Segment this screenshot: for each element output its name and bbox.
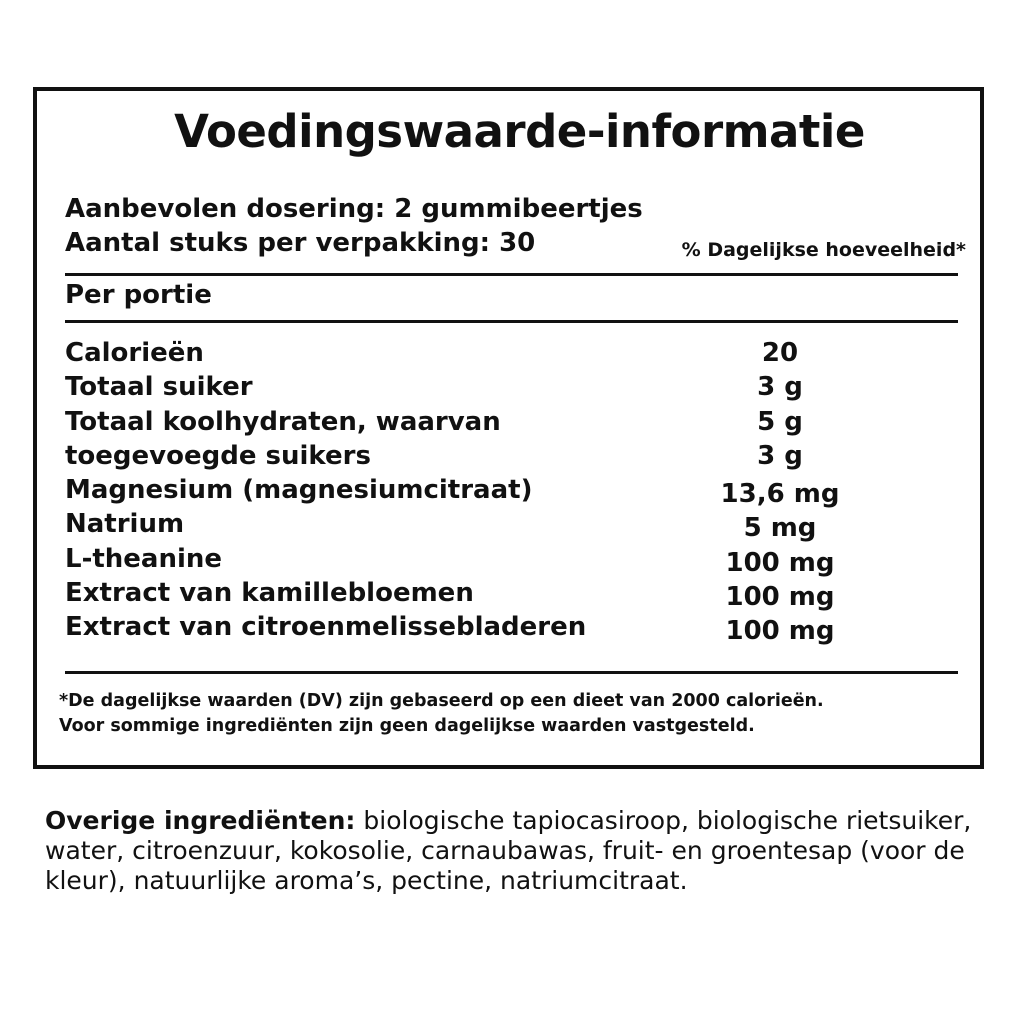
nutrient-name: Natrium bbox=[65, 509, 185, 540]
nutrient-row bbox=[65, 407, 958, 441]
nutrient-row bbox=[65, 372, 958, 406]
per-portion-label: Per portie bbox=[65, 280, 212, 310]
nutrient-amount: 13,6 mg bbox=[720, 479, 840, 510]
nutrient-row bbox=[65, 441, 958, 475]
nutrient-rows bbox=[65, 338, 958, 647]
nutrient-name: Totaal suiker bbox=[65, 372, 253, 403]
nutrient-row bbox=[65, 338, 958, 372]
daily-value-footnote bbox=[59, 689, 824, 739]
ingredients-text: biologische tapiocasiroop, biologische rietsuiker, water, citroenzuur, kokosolie, carnaubawas, fruit- en groentesap (voor de kleur), natuurlijke aroma’s, pectine, natriumcitraat. bbox=[45, 806, 972, 895]
nutrient-name: Extract van citroenmelissebladeren bbox=[65, 612, 587, 643]
nutrient-name: Extract van kamillebloemen bbox=[65, 578, 474, 609]
nutrient-amount: 5 g bbox=[757, 406, 803, 437]
nutrient-name: L-theanine bbox=[65, 543, 223, 574]
nutrient-row bbox=[65, 612, 958, 646]
nutrient-name: toegevoegde suikers bbox=[65, 440, 371, 471]
nutrient-amount: 5 mg bbox=[743, 513, 817, 544]
nutrient-amount: 3 g bbox=[757, 440, 803, 471]
other-ingredients bbox=[45, 806, 975, 896]
divider-top bbox=[65, 273, 958, 276]
nutrient-amount: 100 mg bbox=[725, 547, 835, 578]
serving-size: Aanbevolen dosering: 2 gummibeertjes bbox=[65, 194, 643, 224]
nutrient-name: Totaal koolhydraten, waarvan bbox=[65, 406, 501, 437]
servings-per-container: Aantal stuks per verpakking: 30 bbox=[65, 228, 536, 258]
nutrient-row bbox=[65, 509, 958, 543]
nutrient-amount: 100 mg bbox=[725, 582, 835, 613]
divider-bottom bbox=[65, 671, 958, 674]
footnote-line: *De dagelijkse waarden (DV) zijn gebaseerd op een dieet van 2000 calorieën. bbox=[59, 691, 824, 711]
daily-value-header: % Dagelijkse hoeveelheid* bbox=[681, 239, 966, 261]
footnote-line: Voor sommige ingrediënten zijn geen dagelijkse waarden vastgesteld. bbox=[59, 716, 755, 736]
ingredients-label: Overige ingrediënten: bbox=[45, 806, 356, 835]
nutrient-name: Calorieën bbox=[65, 338, 204, 368]
nutrient-row bbox=[65, 578, 958, 612]
nutrient-amount: 3 g bbox=[757, 372, 803, 403]
divider-middle bbox=[65, 320, 958, 323]
panel-title: Voedingswaarde-informatie bbox=[174, 105, 865, 158]
nutrition-facts-panel bbox=[33, 87, 984, 769]
nutrient-name: Magnesium (magnesiumcitraat) bbox=[65, 475, 533, 506]
nutrient-amount: 20 bbox=[761, 338, 799, 368]
nutrient-row bbox=[65, 544, 958, 578]
nutrient-amount: 100 mg bbox=[725, 616, 835, 647]
nutrient-row bbox=[65, 475, 958, 509]
